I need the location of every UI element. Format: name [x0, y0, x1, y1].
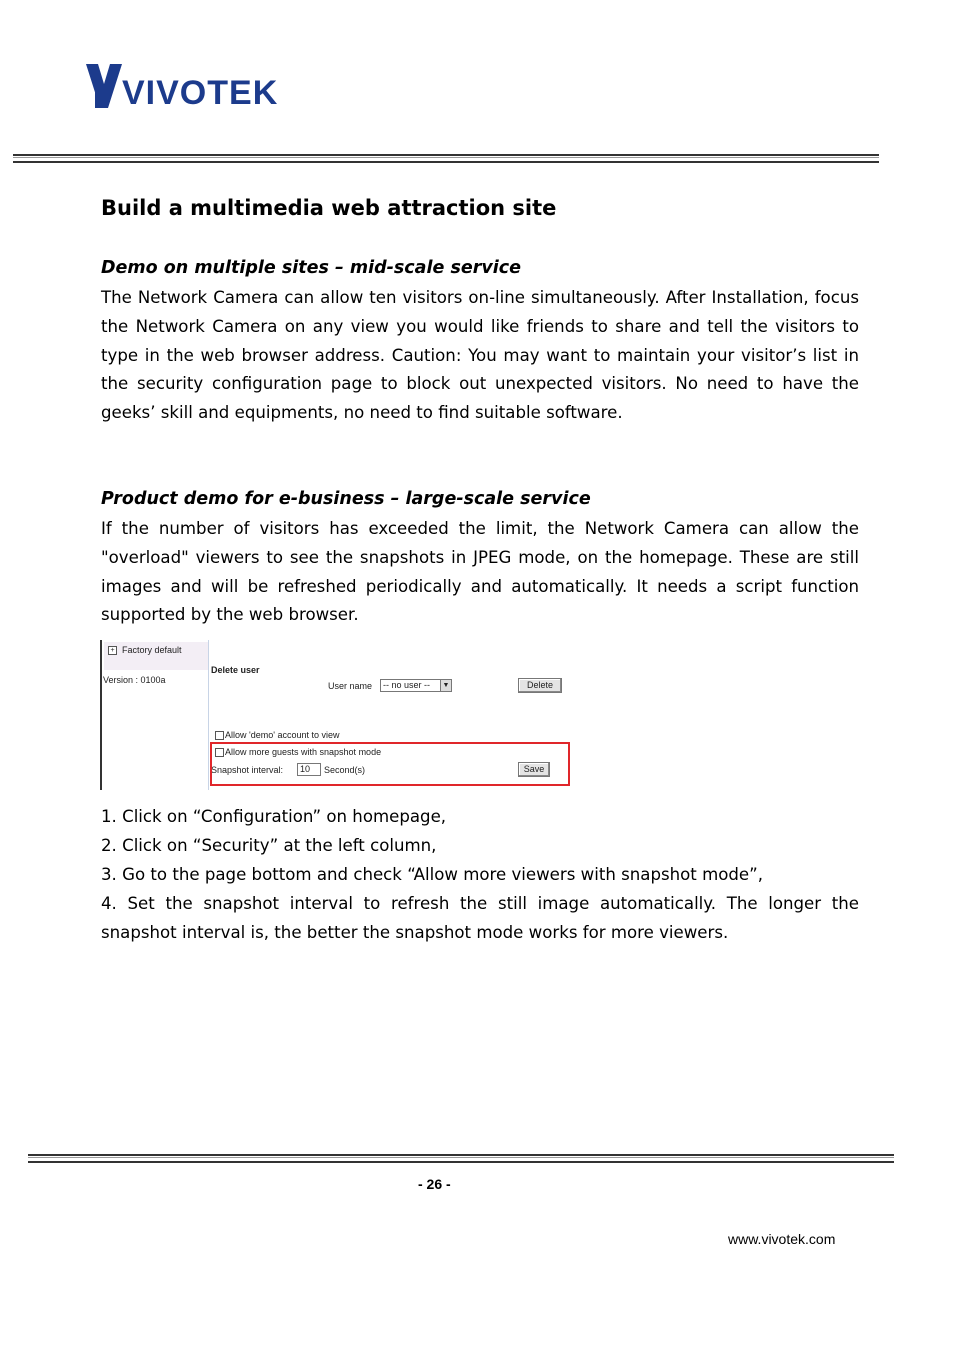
- step-1: 1. Click on “Configuration” on homepage,: [101, 807, 447, 826]
- section2-heading: Product demo for e-business – large-scale service: [101, 489, 591, 509]
- chevron-down-icon: ▼: [440, 680, 451, 691]
- expand-plus-icon[interactable]: +: [108, 646, 117, 655]
- vivotek-logo: [84, 62, 294, 114]
- section1-body: The Network Camera can allow ten visitors on-line simultaneously. After Installation, focus the Network Camera on any view you would like friends to share and tell the visitors to type in the web browser address. Caution: You may want to maintain your visitor’s list in the security configuration page to block out unexpected visitors. No need to have the geeks’ skill and equipments, no need to find suitable software.: [101, 288, 859, 423]
- highlight-box: [210, 742, 570, 786]
- section1-heading: Demo on multiple sites – mid-scale service: [101, 258, 522, 278]
- delete-user-heading: Delete user: [211, 665, 260, 675]
- header-rule: [13, 154, 879, 163]
- step-2: 2. Click on “Security” at the left column,: [101, 836, 437, 855]
- allow-demo-label: Allow 'demo' account to view: [225, 730, 340, 740]
- step-3: 3. Go to the page bottom and check “Allow more viewers with snapshot mode”,: [101, 865, 764, 884]
- version-label: Version : 0100a: [103, 675, 166, 685]
- step-4: 4. Set the snapshot interval to refresh the still image automatically. The longer the snapshot interval is, the better the snapshot mode works for more viewers.: [101, 894, 859, 942]
- delete-button[interactable]: Delete: [518, 678, 562, 693]
- security-config-screenshot: [100, 640, 570, 793]
- factory-default-link[interactable]: Factory default: [122, 645, 182, 655]
- snapshot-interval-input[interactable]: 10: [297, 763, 321, 776]
- allow-guests-label: Allow more guests with snapshot mode: [225, 747, 382, 757]
- user-name-select[interactable]: -- no user -- ▼: [380, 679, 452, 692]
- section2-body: If the number of visitors has exceeded the limit, the Network Camera can allow the "overload" viewers to see the snapshots in JPEG mode, on the homepage. These are still images and will be refreshed periodically and automatically. It needs a script function supported by the web browser.: [101, 519, 859, 625]
- allow-demo-checkbox[interactable]: [215, 731, 224, 740]
- page-title: Build a multimedia web attraction site: [101, 196, 557, 220]
- logo-text: VIVOTEK: [122, 74, 279, 112]
- save-button[interactable]: Save: [518, 762, 550, 777]
- seconds-label: Second(s): [324, 765, 366, 775]
- page-number: - 26 -: [418, 1176, 451, 1192]
- config-sidebar: [100, 640, 210, 790]
- footer-rule: [28, 1154, 894, 1163]
- camera-logo-icon: [84, 62, 124, 114]
- snapshot-interval-label: Snapshot interval:: [211, 765, 284, 775]
- user-name-label: User name: [328, 681, 373, 691]
- footer-url: www.vivotek.com: [728, 1231, 836, 1247]
